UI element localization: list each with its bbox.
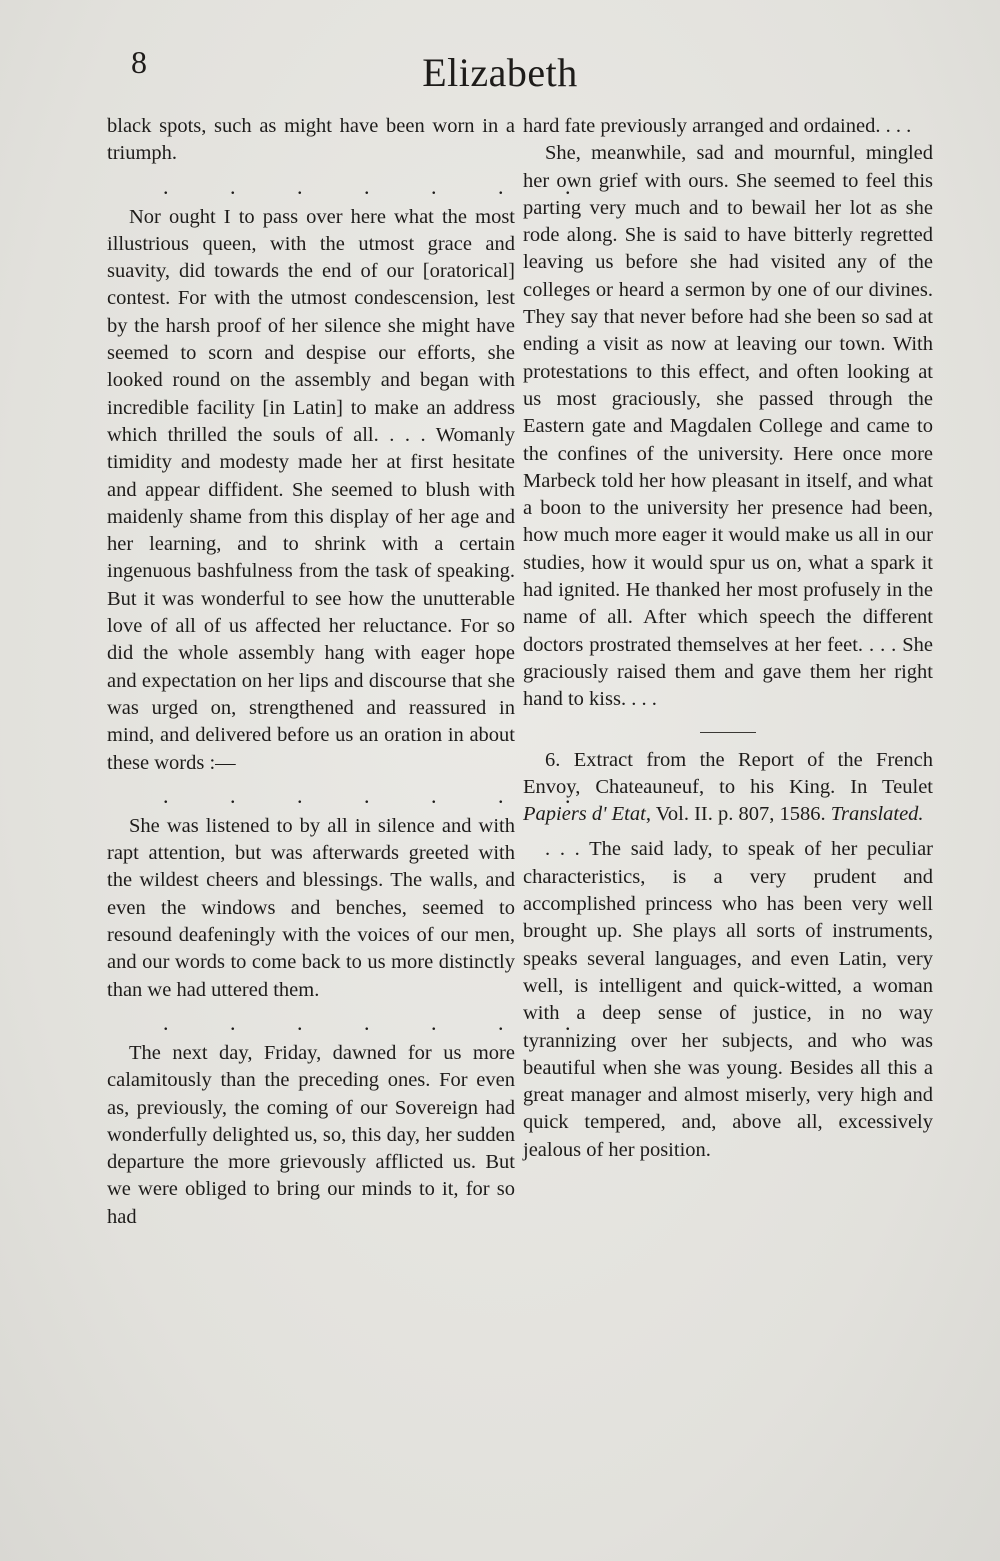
paragraph-applause: She was listened to by all in silence and with rapt attention, but was afterwards greeted with the wildest cheers and blessings. The walls, and even the windows and benches, seemed to resound deafeningly with the voices of our men, and our words to come back to us more distinctly than we had uttered them. [107, 814, 515, 1001]
ellipsis-separator: . . . . . . . [163, 1009, 599, 1035]
section-divider [700, 732, 756, 733]
ellipsis-separator: . . . . . . . [163, 173, 599, 199]
source-title: Papiers d' Etat [523, 803, 646, 826]
translated-note: Translated. [830, 803, 924, 826]
paragraph-queen-address: Nor ought I to pass over here what the most illustrious queen, with the utmost grace and suavity, did towards the end of our [oratorical] contest. For with the utmost condescension, lest by the harsh proof of her silence she might have seemed to scorn and despise our efforts, she looked round on the assembly and began with incredible facility [in Latin] to make an address which thrilled the souls of all. . . . Womanly timidity and modesty made her at first hesitate and appear diffident. She seemed to blush with maidenly shame from this display of her age and her learning, and to shrink with a certain ingenuous bashfulness from the task of speaking. But it was wonderful to see how the unutterable love of all of us affected her reluctance. For so did the whole assembly hang with eager hope and expectation on her lips and discourse that she was urged on, strengthened and reassured in mind, and delivered before us an oration in about these words :— [107, 205, 515, 774]
section-heading-text: 6. Extract from the Report of the French Envoy, Chateauneuf, to his King. In Teulet [523, 748, 933, 798]
ellipsis-separator: . . . . . . . [163, 782, 599, 808]
paragraph-farewell: She, meanwhile, sad and mournful, mingled her own grief with ours. She seemed to feel this parting very much and to bewail her lot as she rode along. She is said to have bitterly regretted leaving us before she had visited any of the colleges or heard a sermon by one of our divines. They say that never before had she been so sad at ending a visit as now at leaving our town. With protestations to this effect, and often looking at us most graciously, she passed through the Eastern gate and Magdalen College and came to the confines of the university. Here once more Marbeck told her how pleasant in itself, and what a boon to the university her presence had been, how much more eager it would make us all in our studies, how it would spur us on, what a spark it had ignited. He thanked her most profusely in the name of all. After which speech the different doctors prostrated themselves at her feet. . . . She graciously raised them and gave them her right hand to kiss. . . . [523, 142, 933, 711]
paragraph-departure: The next day, Friday, dawned for us more calamitously than the preceding ones. For even as, previously, the coming of our Sovereign had wonderfully delighted us, so, this day, her sudden departure the more grievously afflicted us. But we were obliged to bring our minds to it, for so had [107, 1041, 515, 1228]
running-title: Elizabeth [422, 50, 578, 95]
section-heading [523, 747, 933, 829]
paragraph-report: . . . The said lady, to speak of her peculiar characteristics, is a very prudent and accomplished princess who has been very well brought up. She plays all sorts of instruments, speaks several languages, and even Latin, very well, is intelligent and quick-witted, a woman with a deep sense of justice, in no way tyrannizing over her subjects, and who was beautiful when she was young. Besides all this a great manager and almost miserly, very high and quick tempered, and, above all, excessively jealous of her position. [523, 838, 933, 1161]
paragraph-continued: hard fate previously arranged and ordained. . . . [523, 115, 912, 137]
section-heading-reference: , Vol. II. p. 807, 1586. [645, 803, 831, 826]
page-number: 8 [131, 44, 147, 80]
paragraph-continued: black spots, such as might have been worn in a triumph. [107, 115, 515, 165]
right-column [523, 113, 933, 1164]
